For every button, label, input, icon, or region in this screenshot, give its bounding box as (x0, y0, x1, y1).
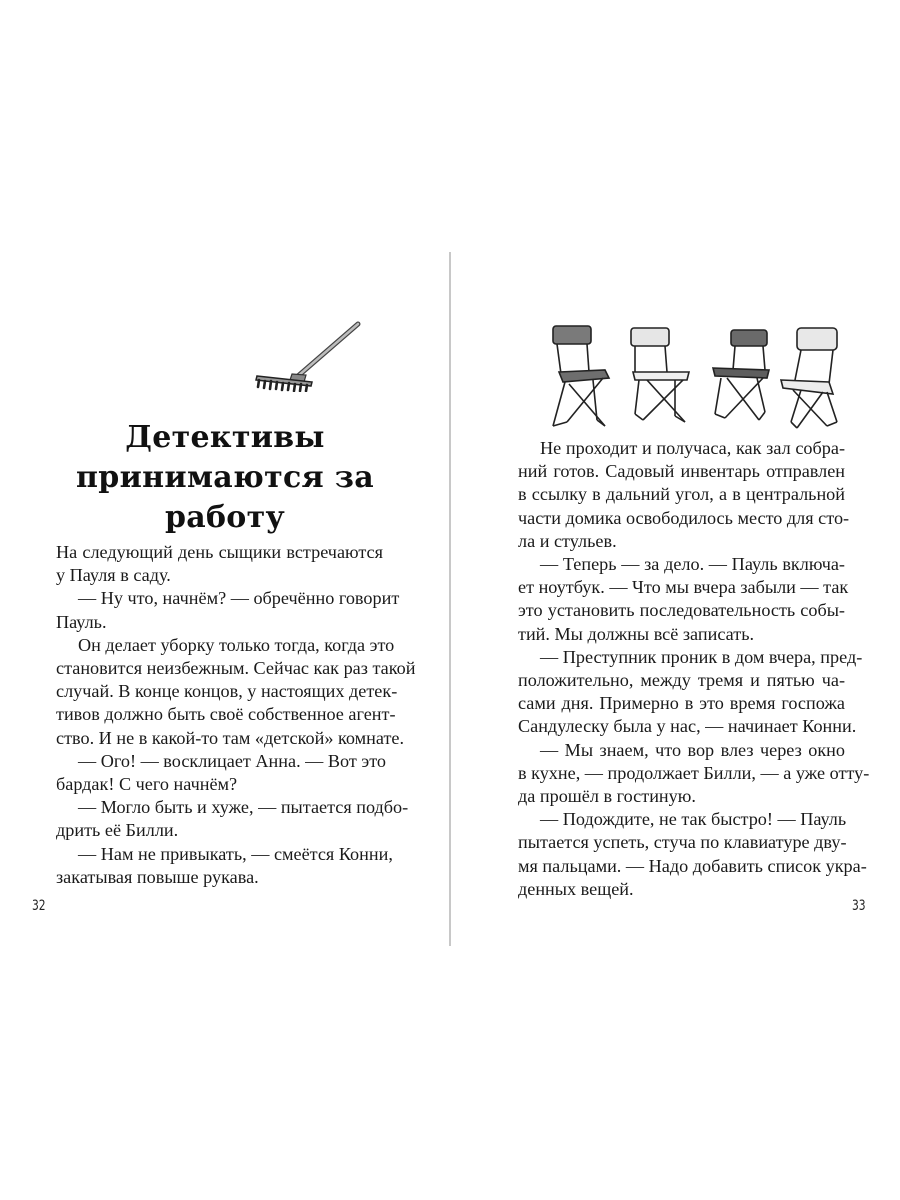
chapter-title (40, 418, 410, 538)
text-line: ет ноутбук. — Что мы вчера забыли — так (518, 577, 849, 598)
text-line: у Пауля в саду. (56, 565, 171, 586)
paragraph (56, 843, 393, 889)
paragraph (518, 808, 867, 901)
left-page-body (56, 541, 416, 889)
text-line: мя пальцами. — Надо добавить список укра- (518, 855, 867, 876)
text-line: в кухне, — продолжает Билли, — а уже отту- (518, 762, 870, 783)
text-line: части домика освободилось место для сто- (518, 507, 850, 528)
text-line: — Ого! — восклицает Анна. — Вот это (78, 750, 386, 771)
paragraph (56, 541, 383, 587)
paragraph (56, 750, 386, 796)
paragraph (56, 587, 400, 633)
rake-icon (254, 320, 362, 392)
text-line: — Подождите, не так быстро! — Пауль (540, 809, 847, 830)
text-line: положительно, между тремя и пятью ча- (518, 670, 845, 691)
text-line: сами дня. Примерно в это время госпожа (518, 693, 845, 714)
chapter-title-line-1: Детективы (125, 420, 325, 455)
paragraph (56, 634, 416, 750)
paragraph (518, 553, 849, 646)
text-line: становится неизбежным. Сейчас как раз такой (56, 658, 416, 679)
text-line: закатывая повыше рукава. (56, 866, 259, 887)
text-line: На следующий день сыщики встречаются (56, 542, 383, 562)
text-line: — Могло быть и хуже, — пытается подбо- (78, 797, 409, 818)
chair-icon (781, 328, 837, 428)
text-line: случай. В конце концов, у настоящих детек- (56, 681, 398, 702)
chair-icon (553, 326, 609, 426)
page-number: 32 (32, 898, 46, 914)
text-line: Он делает уборку только тогда, когда это (78, 634, 395, 655)
text-line: в ссылку в дальний угол, а в центральной (518, 484, 845, 505)
text-line: денных вещей. (518, 878, 634, 899)
text-line: пытается успеть, стуча по клавиатуре дву- (518, 832, 847, 853)
text-line: ство. И не в какой-то там «детской» комнате. (56, 727, 405, 748)
text-line: — Теперь — за дело. — Пауль включа- (540, 554, 845, 575)
chair-icon (631, 328, 689, 422)
paragraph (518, 437, 850, 553)
chair-icon (713, 330, 769, 420)
text-line: — Ну что, начнём? — обречённо говорит (78, 588, 400, 609)
text-line: ний готов. Садовый инвентарь отправлен (518, 461, 845, 482)
text-line: — Мы знаем, что вор влез через окно (540, 739, 845, 760)
page-number: 33 (852, 898, 866, 914)
text-line: бардак! С чего начнём? (56, 774, 238, 795)
text-line: да прошёл в гостиную. (518, 786, 696, 807)
right-page-body (518, 437, 870, 901)
text-line: тивов должно быть своё собственное агент- (56, 704, 396, 725)
text-line: Пауль. (56, 611, 107, 632)
right-page (451, 0, 900, 1200)
text-line: Не проходит и получаса, как зал собра- (540, 438, 845, 458)
text-line: дрить её Билли. (56, 820, 179, 841)
paragraph (56, 796, 409, 842)
text-line: — Преступник проник в дом вчера, пред- (540, 646, 863, 667)
chapter-title-line-2: принимаются за работу (76, 460, 374, 535)
folding-chairs-illustration (547, 322, 839, 432)
paragraph (518, 646, 863, 739)
left-page (0, 0, 449, 1200)
text-line: Сандулеску была у нас, — начинает Конни. (518, 716, 857, 737)
text-line: это установить последовательность собы- (518, 600, 845, 621)
text-line: тий. Мы должны всё записать. (518, 623, 755, 644)
paragraph (518, 739, 870, 809)
text-line: — Нам не привыкать, — смеётся Конни, (78, 843, 393, 864)
text-line: ла и стульев. (518, 530, 617, 551)
